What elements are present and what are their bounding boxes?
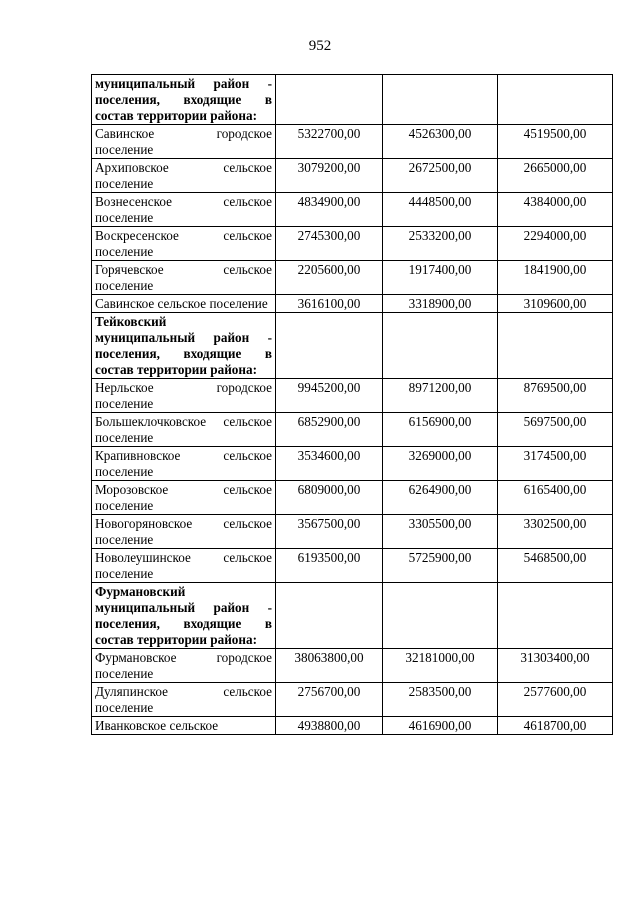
settlement-name-cell [92,447,276,481]
district-subtitle: муниципальный район - поселения, входящие в состав территории района: [95,76,272,123]
settlement-name-cell [92,481,276,515]
value-cell-3: 4519500,00 [498,125,613,159]
value-cell-2: 4448500,00 [383,193,498,227]
settlement-name: Новогоряновское сельское поселение [95,516,272,547]
settlement-row [92,649,613,683]
settlement-row [92,125,613,159]
district-name-cell [92,313,276,379]
settlement-name-cell [92,717,276,735]
value-cell-1: 4938800,00 [276,717,383,735]
settlement-name-cell [92,159,276,193]
settlement-name: Нерльское городское поселение [95,380,272,411]
budget-table [91,74,613,735]
settlement-row [92,549,613,583]
value-cell-2: 4526300,00 [383,125,498,159]
settlement-row [92,515,613,549]
settlement-row [92,447,613,481]
value-cell-1: 3616100,00 [276,295,383,313]
settlement-name: Горячевское сельское поселение [95,262,272,293]
value-cell-3: 8769500,00 [498,379,613,413]
settlement-row [92,159,613,193]
value-cell-3 [498,583,613,649]
settlement-name: Вознесенское сельское поселение [95,194,272,225]
value-cell-1: 3567500,00 [276,515,383,549]
settlement-row [92,295,613,313]
settlement-row [92,481,613,515]
value-cell-2 [383,75,498,125]
settlement-row [92,379,613,413]
value-cell-2: 6156900,00 [383,413,498,447]
value-cell-3: 4618700,00 [498,717,613,735]
settlement-name: Архиповское сельское поселение [95,160,272,191]
value-cell-2: 2583500,00 [383,683,498,717]
settlement-name-cell [92,193,276,227]
value-cell-2: 3305500,00 [383,515,498,549]
district-header-row [92,313,613,379]
settlement-name: Савинское сельское поселение [95,296,268,311]
settlement-row [92,193,613,227]
settlement-name: Иванковское сельское [95,718,219,733]
value-cell-2 [383,583,498,649]
page-number: 952 [308,38,332,54]
settlement-name-cell [92,125,276,159]
value-cell-1 [276,75,383,125]
value-cell-3 [498,75,613,125]
settlement-row [92,413,613,447]
value-cell-3: 2294000,00 [498,227,613,261]
settlement-name-cell [92,515,276,549]
settlement-name-cell [92,261,276,295]
value-cell-1: 6809000,00 [276,481,383,515]
value-cell-2: 2533200,00 [383,227,498,261]
value-cell-1: 6193500,00 [276,549,383,583]
value-cell-3 [498,313,613,379]
value-cell-3: 5697500,00 [498,413,613,447]
settlement-name: Морозовское сельское поселение [95,482,272,513]
settlement-name: Савинское городское поселение [95,126,272,157]
value-cell-1 [276,583,383,649]
value-cell-3: 31303400,00 [498,649,613,683]
value-cell-3: 4384000,00 [498,193,613,227]
settlement-name: Большеклочковское сельское поселение [95,414,272,445]
value-cell-1 [276,313,383,379]
value-cell-1: 38063800,00 [276,649,383,683]
value-cell-2: 3269000,00 [383,447,498,481]
value-cell-3: 3302500,00 [498,515,613,549]
value-cell-1: 4834900,00 [276,193,383,227]
value-cell-3: 3174500,00 [498,447,613,481]
district-subtitle: муниципальный район - поселения, входящие в состав территории района: [95,330,272,377]
value-cell-1: 2756700,00 [276,683,383,717]
value-cell-3: 5468500,00 [498,549,613,583]
settlement-name-cell [92,379,276,413]
value-cell-2: 6264900,00 [383,481,498,515]
settlement-name-cell [92,413,276,447]
value-cell-2: 3318900,00 [383,295,498,313]
district-subtitle: муниципальный район - поселения, входящие в состав территории района: [95,600,272,647]
value-cell-3: 6165400,00 [498,481,613,515]
value-cell-1: 5322700,00 [276,125,383,159]
value-cell-2: 8971200,00 [383,379,498,413]
settlement-name: Крапивновское сельское поселение [95,448,272,479]
district-title: Фурмановский [95,584,186,599]
settlement-name-cell [92,295,276,313]
budget-table-body [92,75,613,735]
settlement-row [92,227,613,261]
settlement-row [92,717,613,735]
settlement-name: Фурмановское городское поселение [95,650,272,681]
settlement-name-cell [92,683,276,717]
settlement-name: Дуляпинское сельское поселение [95,684,272,715]
district-name-cell [92,75,276,125]
settlement-row [92,683,613,717]
value-cell-1: 3534600,00 [276,447,383,481]
district-title: Тейковский [95,314,167,329]
value-cell-1: 2205600,00 [276,261,383,295]
district-header-row [92,75,613,125]
district-header-row [92,583,613,649]
value-cell-3: 3109600,00 [498,295,613,313]
district-name-cell [92,583,276,649]
value-cell-1: 9945200,00 [276,379,383,413]
settlement-name-cell [92,549,276,583]
value-cell-2: 4616900,00 [383,717,498,735]
value-cell-2: 1917400,00 [383,261,498,295]
value-cell-3: 2577600,00 [498,683,613,717]
value-cell-1: 6852900,00 [276,413,383,447]
value-cell-1: 2745300,00 [276,227,383,261]
settlement-name: Воскресенское сельское поселение [95,228,272,259]
value-cell-3: 2665000,00 [498,159,613,193]
settlement-name-cell [92,649,276,683]
value-cell-2: 2672500,00 [383,159,498,193]
settlement-name-cell [92,227,276,261]
value-cell-2: 32181000,00 [383,649,498,683]
value-cell-2 [383,313,498,379]
value-cell-3: 1841900,00 [498,261,613,295]
settlement-row [92,261,613,295]
value-cell-1: 3079200,00 [276,159,383,193]
settlement-name: Новолеушинское сельское поселение [95,550,272,581]
value-cell-2: 5725900,00 [383,549,498,583]
